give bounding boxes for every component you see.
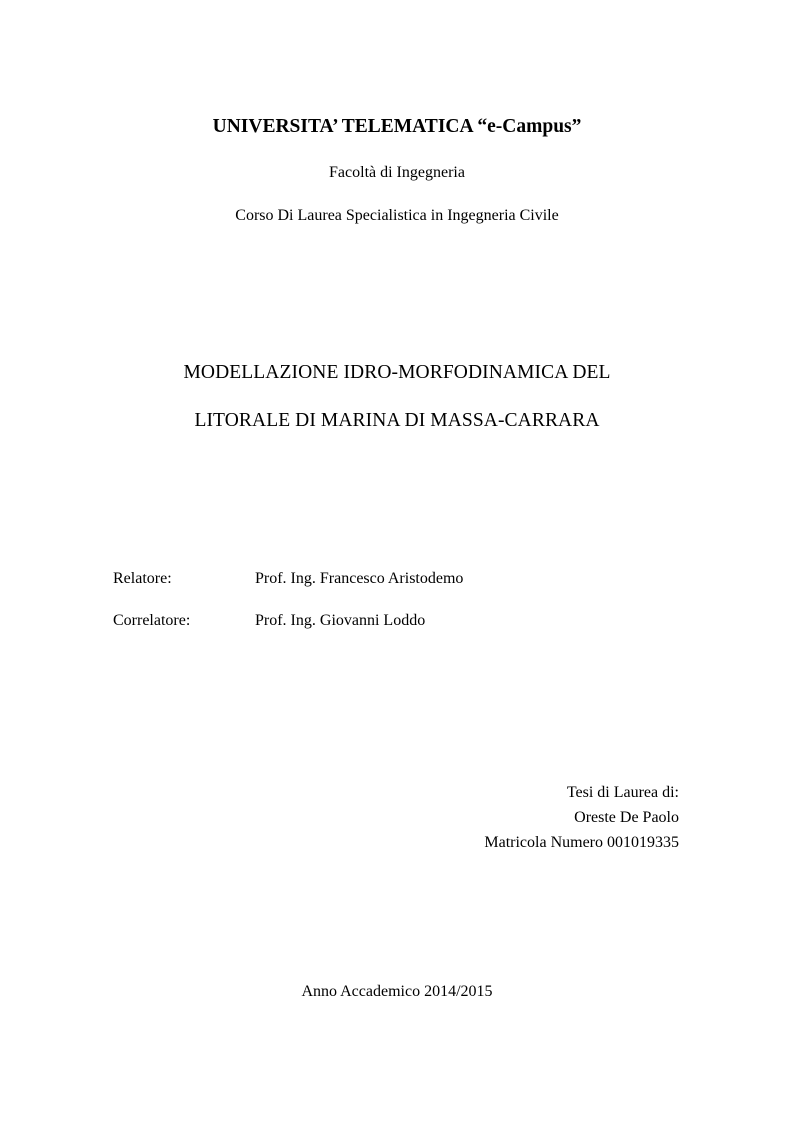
author-name: Oreste De Paolo [574, 809, 679, 826]
university-name: UNIVERSITA’ TELEMATICA “e-Campus” [212, 116, 582, 137]
supervisor-name: Prof. Ing. Francesco Aristodemo [255, 570, 464, 587]
thesis-title-line-2: LITORALE DI MARINA DI MASSA-CARRARA [194, 410, 600, 431]
academic-year: Anno Accademico 2014/2015 [301, 983, 493, 1000]
co-supervisor-role: Correlatore: [113, 612, 191, 629]
supervisor-role: Relatore: [113, 570, 172, 587]
course-name: Corso Di Laurea Specialistica in Ingegneria Civile [235, 207, 559, 224]
faculty-name: Facoltà di Ingegneria [329, 164, 465, 181]
thesis-title-line-1: MODELLAZIONE IDRO-MORFODINAMICA DEL [183, 362, 611, 383]
author-label: Tesi di Laurea di: [566, 784, 679, 801]
author-matriculation: Matricola Numero 001019335 [484, 834, 679, 851]
co-supervisor-name: Prof. Ing. Giovanni Loddo [255, 612, 426, 629]
